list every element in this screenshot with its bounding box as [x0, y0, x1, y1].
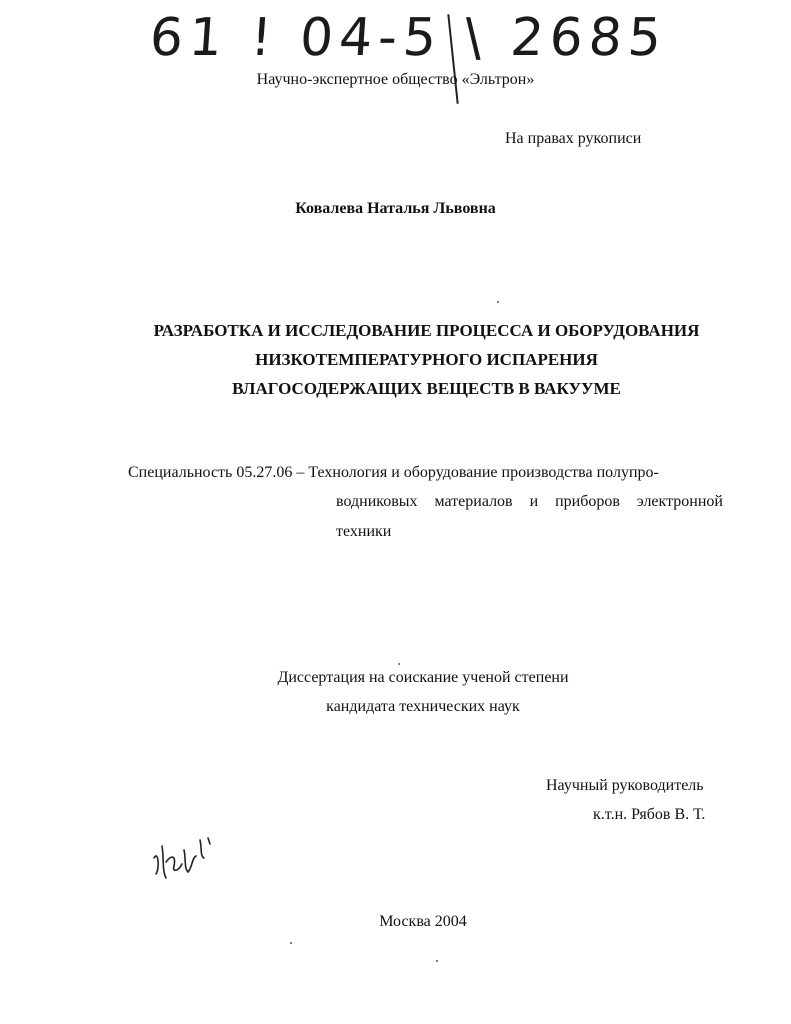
handwritten-archive-code: 61 ! 04-5 \ 2685 — [147, 8, 670, 68]
title-line: НИЗКОТЕМПЕРАТУРНОГО ИСПАРЕНИЯ — [255, 350, 598, 369]
dissertation-degree-line-2: кандидата технических наук — [326, 698, 520, 715]
scan-speck — [398, 663, 400, 665]
scan-speck — [436, 960, 438, 962]
scan-speck — [290, 942, 292, 944]
signature-icon — [148, 828, 218, 884]
specialty-word: электронной — [636, 493, 723, 510]
manuscript-rights: На правах рукописи — [505, 130, 642, 147]
handwritten-signature — [148, 828, 218, 889]
specialty-word: и — [529, 493, 539, 510]
specialty-line-3: техники — [336, 523, 392, 540]
title-line: ВЛАГОСОДЕРЖАЩИХ ВЕЩЕСТВ В ВАКУУМЕ — [232, 379, 621, 398]
dissertation-title — [0, 316, 791, 403]
title-line: РАЗРАБОТКА И ИССЛЕДОВАНИЕ ПРОЦЕССА И ОБОРУДОВАНИЯ — [153, 321, 700, 340]
specialty-word: материалов — [434, 493, 513, 510]
supervisor-label: Научный руководитель — [546, 777, 704, 794]
author-name: Ковалева Наталья Львовна — [295, 200, 496, 217]
dissertation-degree-line-1: Диссертация на соискание ученой степени — [277, 669, 569, 686]
supervisor-name: к.т.н. Рябов В. Т. — [593, 806, 706, 823]
specialty-line-2 — [336, 493, 723, 511]
specialty-word: приборов — [555, 493, 620, 510]
scan-speck — [497, 301, 499, 303]
city-year: Москва 2004 — [379, 913, 467, 930]
specialty-word: водниковых — [336, 493, 418, 510]
organization-name: Научно-экспертное общество «Эльтрон» — [256, 71, 535, 88]
specialty-line-1: Специальность 05.27.06 – Технология и оборудование производства полупро- — [128, 464, 659, 481]
